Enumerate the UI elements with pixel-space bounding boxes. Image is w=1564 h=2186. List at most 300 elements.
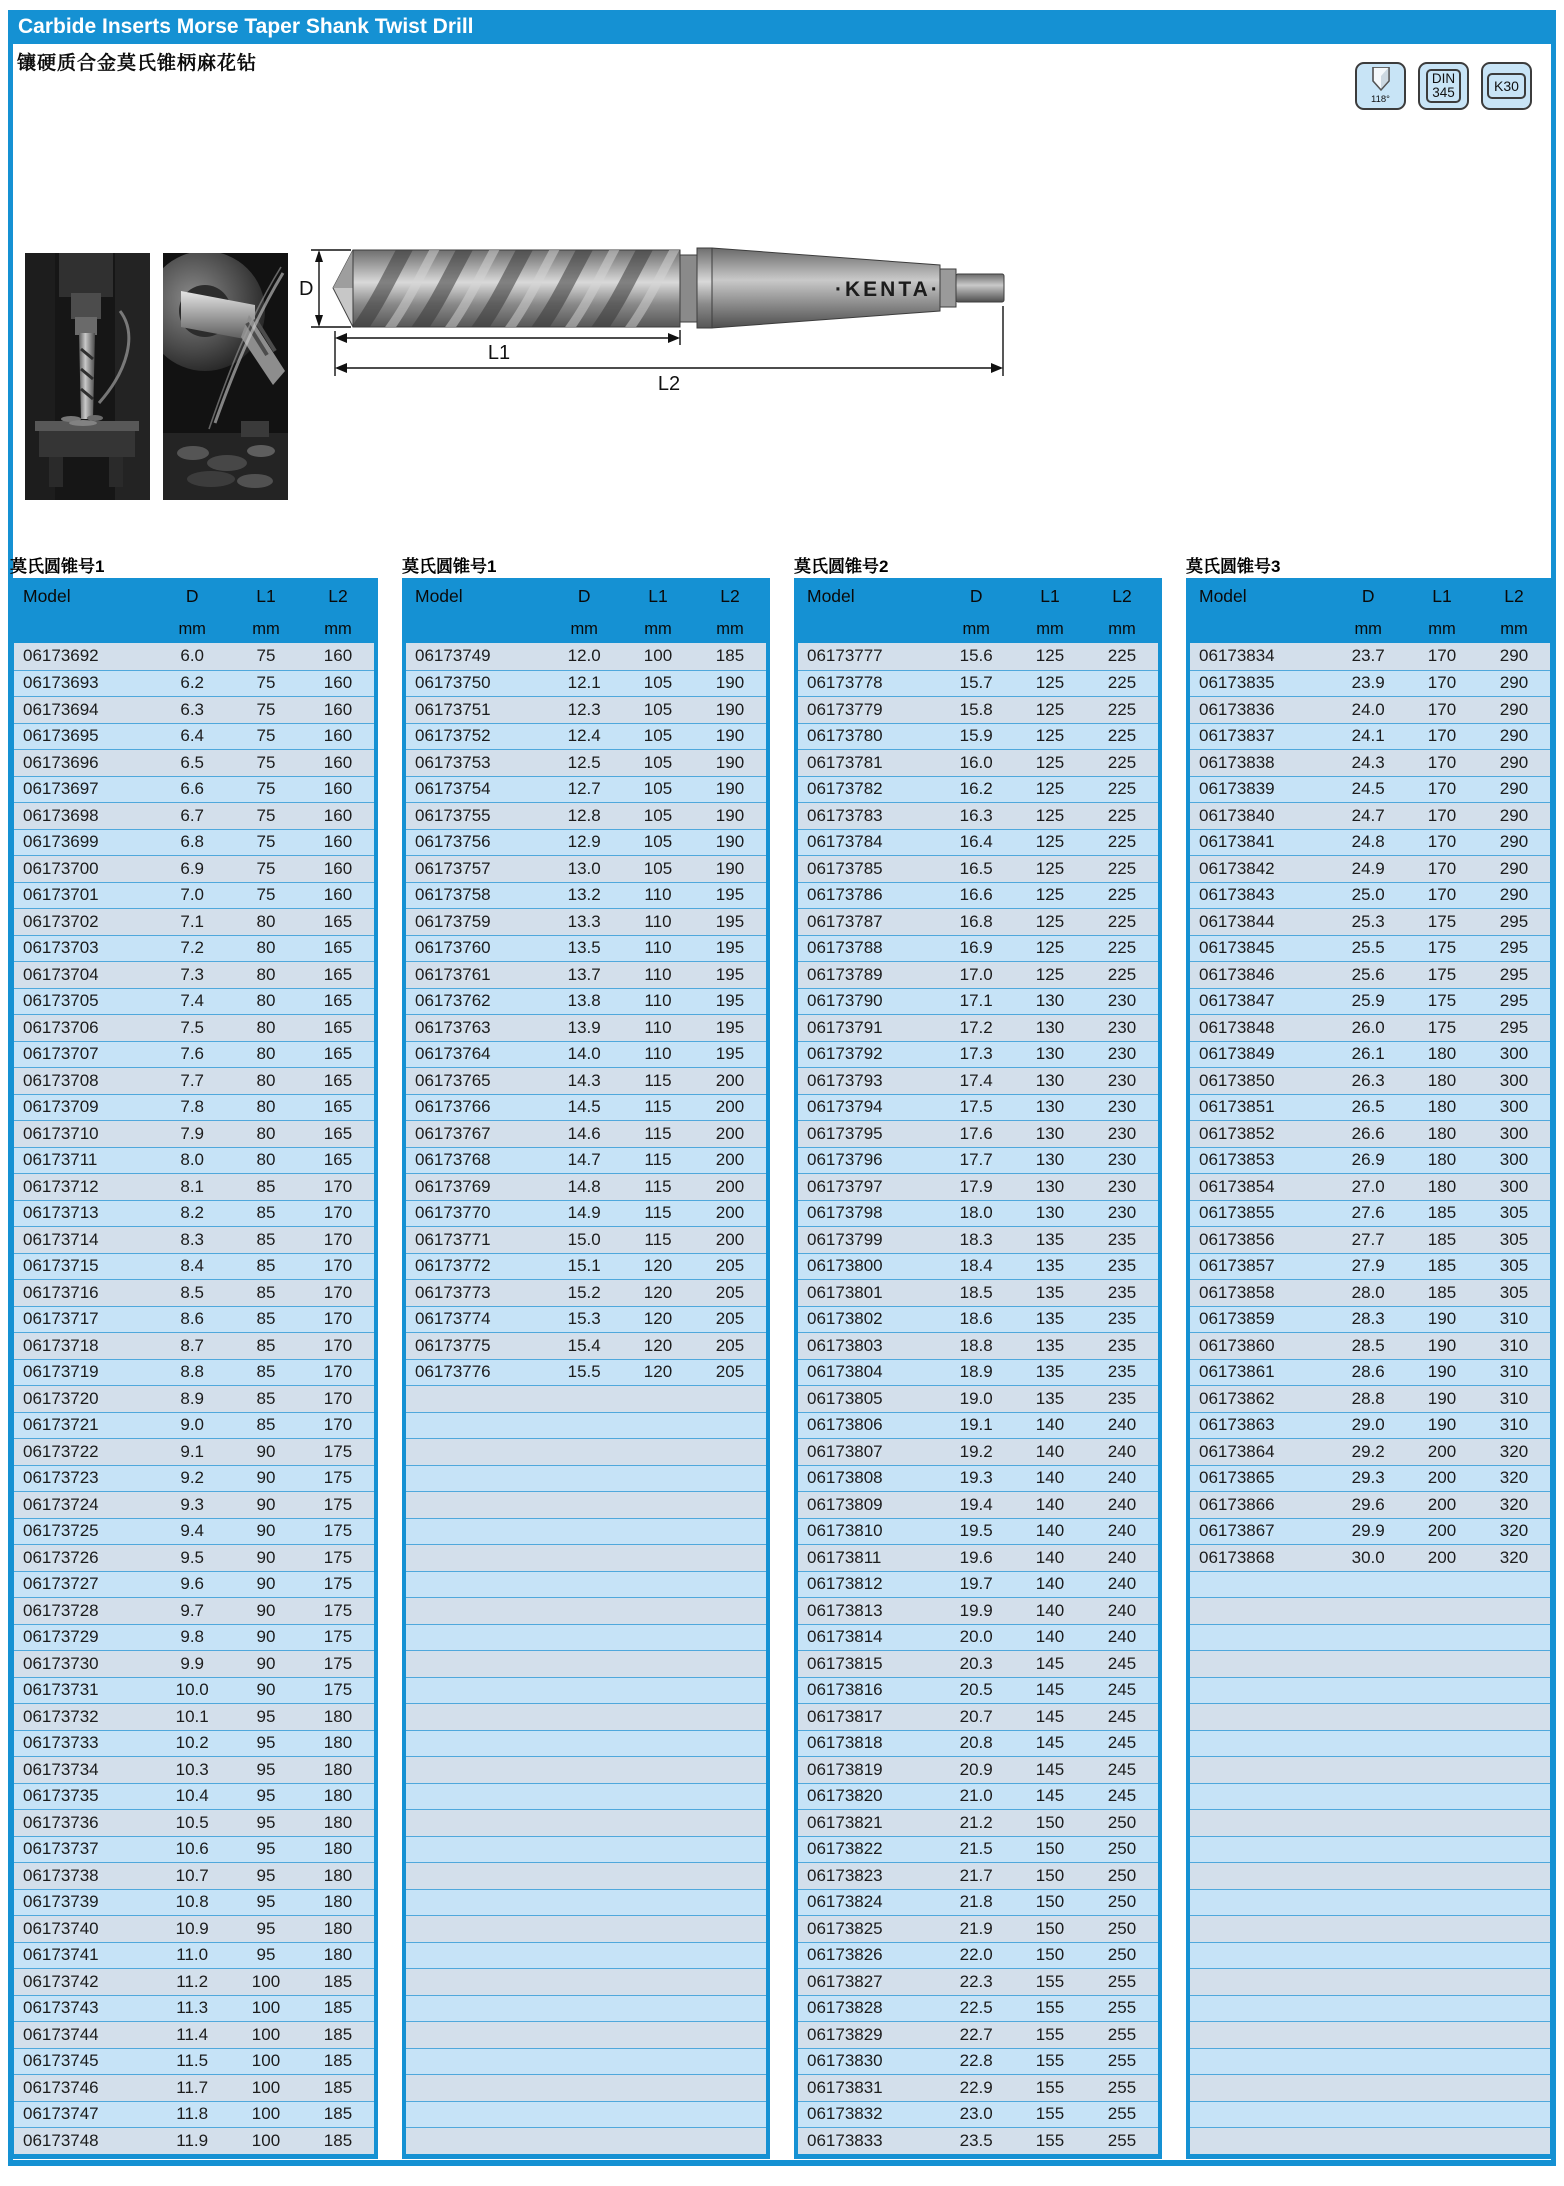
dim-cell: 150 [1035, 1918, 1065, 1938]
table-row [798, 1041, 1158, 1068]
dim-cell: 29.6 [1351, 1494, 1385, 1514]
model-cell: 06173777 [807, 646, 883, 666]
dim-cell: 10.6 [175, 1839, 209, 1859]
dim-cell: 115 [644, 1229, 672, 1249]
table-row [798, 1571, 1158, 1598]
table-row [14, 988, 374, 1015]
dim-cell: 320 [1499, 1521, 1529, 1541]
model-cell: 06173867 [1199, 1521, 1275, 1541]
table-row [406, 1253, 766, 1280]
dim-cell: 19.5 [959, 1521, 993, 1541]
dim-cell: 11.5 [176, 2051, 209, 2071]
dim-cell: 295 [1499, 911, 1529, 931]
dim-cell: 75 [256, 805, 276, 825]
table-row [1190, 1968, 1550, 1995]
dim-cell: 200 [1427, 1494, 1457, 1514]
dim-cell: 95 [256, 1812, 276, 1832]
table-row [14, 1147, 374, 1174]
dim-cell: 29.2 [1351, 1441, 1385, 1461]
dim-cell: 175 [1427, 911, 1457, 931]
dim-cell: 120 [643, 1362, 673, 1382]
dim-cell: 185 [1427, 1282, 1457, 1302]
dim-cell: 195 [715, 938, 745, 958]
table-row [798, 1968, 1158, 1995]
dim-cell: 18.6 [959, 1309, 993, 1329]
table-row [1190, 1703, 1550, 1730]
table-row [1190, 1041, 1550, 1068]
table-row [406, 1306, 766, 1333]
dim-cell: 100 [251, 1971, 281, 1991]
table-row [798, 2074, 1158, 2101]
spec-tables [10, 552, 1554, 2159]
model-cell: 06173852 [1199, 1123, 1275, 1143]
table-row [406, 1650, 766, 1677]
dim-cell: 225 [1107, 779, 1137, 799]
dim-cell: 290 [1499, 832, 1529, 852]
dim-cell: 110 [644, 964, 672, 984]
model-cell: 06173722 [23, 1441, 99, 1461]
model-cell: 06173828 [807, 1998, 883, 2018]
column-header: Model [1199, 586, 1247, 606]
dim-cell: 240 [1107, 1521, 1137, 1541]
table-row [1190, 749, 1550, 776]
dim-cell: 16.2 [959, 779, 993, 799]
table-row [798, 855, 1158, 882]
dim-cell: 115 [644, 1123, 672, 1143]
dim-cell: 7.4 [180, 991, 204, 1011]
dim-cell: 305 [1499, 1256, 1529, 1276]
table-row [14, 1650, 374, 1677]
dim-cell: 160 [323, 858, 353, 878]
dim-cell: 22.0 [959, 1945, 993, 1965]
dim-cell: 12.1 [567, 673, 601, 693]
table-row [798, 1703, 1158, 1730]
model-cell: 06173826 [807, 1945, 883, 1965]
dim-cell: 225 [1107, 858, 1137, 878]
model-cell: 06173801 [807, 1282, 883, 1302]
dim-cell: 21.5 [959, 1839, 993, 1859]
table-row [406, 2048, 766, 2075]
dim-cell: 85 [256, 1335, 276, 1355]
model-cell: 06173783 [807, 805, 883, 825]
dim-cell: 175 [323, 1680, 353, 1700]
model-cell: 06173762 [415, 991, 491, 1011]
table-row [406, 1465, 766, 1492]
column-unit: mm [644, 619, 672, 638]
table-row [1190, 1915, 1550, 1942]
dim-cell: 11.7 [176, 2077, 209, 2097]
dim-cell: 160 [323, 673, 353, 693]
table-row [798, 1253, 1158, 1280]
dim-cell: 95 [256, 1892, 276, 1912]
model-cell: 06173728 [23, 1600, 99, 1620]
dim-cell: 26.3 [1351, 1070, 1385, 1090]
dim-cell: 15.1 [567, 1256, 601, 1276]
dim-cell: 9.9 [180, 1653, 204, 1673]
model-cell: 06173758 [415, 885, 491, 905]
dim-cell: 190 [715, 699, 745, 719]
table-row [14, 1385, 374, 1412]
dim-cell: 200 [715, 1123, 745, 1143]
dim-cell: 28.3 [1351, 1309, 1385, 1329]
model-cell: 06173785 [807, 858, 883, 878]
dim-cell: 230 [1107, 1176, 1137, 1196]
dim-cell: 10.9 [175, 1918, 209, 1938]
dim-cell: 310 [1499, 1362, 1529, 1382]
table-row [1190, 1995, 1550, 2022]
dim-cell: 20.8 [959, 1733, 993, 1753]
dim-cell: 6.7 [180, 805, 204, 825]
dim-cell: 160 [323, 885, 353, 905]
table-row [1190, 882, 1550, 909]
model-cell: 06173727 [23, 1574, 99, 1594]
model-cell: 06173740 [23, 1918, 99, 1938]
machining-photo-lathe [163, 253, 288, 500]
table-row [1190, 1014, 1550, 1041]
model-cell: 06173855 [1199, 1203, 1275, 1223]
model-cell: 06173794 [807, 1097, 883, 1117]
dim-cell: 255 [1107, 2104, 1137, 2124]
dim-cell: 225 [1107, 938, 1137, 958]
dim-cell: 225 [1107, 964, 1137, 984]
dim-cell: 105 [643, 832, 673, 852]
dim-cell: 120 [643, 1309, 673, 1329]
dim-cell: 190 [715, 805, 745, 825]
model-cell: 06173749 [415, 646, 491, 666]
model-cell: 06173764 [415, 1044, 491, 1064]
model-cell: 06173774 [415, 1309, 491, 1329]
dim-cell: 6.5 [180, 752, 204, 772]
table-row [406, 1385, 766, 1412]
dim-cell: 19.9 [959, 1600, 993, 1620]
dim-cell: 170 [323, 1256, 353, 1276]
table-row [1190, 1226, 1550, 1253]
dim-cell: 22.8 [959, 2051, 993, 2071]
dim-cell: 85 [256, 1229, 276, 1249]
table-row [14, 1783, 374, 1810]
dim-cell: 21.9 [959, 1918, 993, 1938]
dim-cell: 320 [1499, 1468, 1529, 1488]
dim-cell: 180 [1427, 1176, 1457, 1196]
dim-cell: 80 [256, 1017, 276, 1037]
table-row [406, 1968, 766, 1995]
dim-cell: 21.7 [959, 1865, 993, 1885]
dim-cell: 190 [715, 752, 745, 772]
dim-cell: 95 [256, 1839, 276, 1859]
table-row [1190, 829, 1550, 856]
dim-cell: 80 [256, 1150, 276, 1170]
table-row [798, 1518, 1158, 1545]
table-row [406, 1730, 766, 1757]
table-row [406, 829, 766, 856]
table-row [1190, 1889, 1550, 1916]
dim-cell: 175 [1427, 938, 1457, 958]
dim-cell: 250 [1107, 1865, 1137, 1885]
model-cell: 06173712 [23, 1176, 99, 1196]
dim-cell: 185 [715, 646, 745, 666]
model-cell: 06173807 [807, 1441, 883, 1461]
dim-cell: 14.7 [567, 1150, 601, 1170]
dim-cell: 15.6 [959, 646, 993, 666]
table-row [1190, 776, 1550, 803]
table-row [798, 1067, 1158, 1094]
dim-cell: 90 [256, 1653, 276, 1673]
table-row [798, 961, 1158, 988]
dim-cell: 255 [1107, 1998, 1137, 2018]
model-cell: 06173731 [23, 1680, 99, 1700]
table-row [798, 1279, 1158, 1306]
model-cell: 06173806 [807, 1415, 883, 1435]
model-cell: 06173798 [807, 1203, 883, 1223]
model-cell: 06173710 [23, 1123, 99, 1143]
dim-cell: 175 [323, 1627, 353, 1647]
dim-cell: 190 [1427, 1388, 1457, 1408]
dim-cell: 29.9 [1351, 1521, 1385, 1541]
model-cell: 06173763 [415, 1017, 491, 1037]
dim-cell: 245 [1107, 1706, 1137, 1726]
dim-cell: 10.2 [175, 1733, 209, 1753]
dim-cell: 15.9 [959, 726, 993, 746]
table-row [1190, 1067, 1550, 1094]
table-header [798, 578, 1158, 643]
dim-cell: 170 [1427, 646, 1457, 666]
table-row [14, 2021, 374, 2048]
dim-cell: 230 [1107, 1203, 1137, 1223]
dim-cell: 12.7 [567, 779, 601, 799]
dim-cell: 10.5 [175, 1812, 209, 1832]
table-row [14, 1518, 374, 1545]
model-cell: 06173815 [807, 1653, 883, 1673]
model-cell: 06173818 [807, 1733, 883, 1753]
dim-cell: 145 [1035, 1786, 1065, 1806]
dim-cell: 8.7 [180, 1335, 204, 1355]
dim-cell: 135 [1035, 1388, 1065, 1408]
dim-cell: 250 [1107, 1918, 1137, 1938]
table-row [406, 749, 766, 776]
dim-cell: 95 [256, 1759, 276, 1779]
dim-cell: 8.9 [180, 1388, 204, 1408]
model-cell: 06173748 [23, 2130, 99, 2150]
table-row [14, 1862, 374, 1889]
table-row [798, 1995, 1158, 2022]
dim-cell: 200 [1427, 1468, 1457, 1488]
dim-cell: 170 [1427, 858, 1457, 878]
dim-cell: 130 [1035, 991, 1065, 1011]
dim-cell: 26.1 [1351, 1044, 1385, 1064]
model-cell: 06173771 [415, 1229, 491, 1249]
dim-cell: 255 [1107, 2024, 1137, 2044]
dim-cell: 85 [256, 1203, 276, 1223]
dim-cell: 140 [1035, 1441, 1065, 1461]
dim-cell: 145 [1035, 1706, 1065, 1726]
dim-cell: 110 [644, 885, 672, 905]
dim-cell: 105 [643, 858, 673, 878]
dim-cell: 160 [323, 646, 353, 666]
model-cell: 06173713 [23, 1203, 99, 1223]
table-row [798, 670, 1158, 697]
table-row [1190, 1624, 1550, 1651]
column-unit: mm [324, 619, 352, 638]
dim-cell: 180 [1427, 1123, 1457, 1143]
dim-cell: 9.4 [180, 1521, 204, 1541]
model-cell: 06173780 [807, 726, 883, 746]
dim-cell: 110 [644, 938, 672, 958]
dim-cell: 170 [1427, 779, 1457, 799]
dim-cell: 245 [1107, 1733, 1137, 1753]
table-row [798, 802, 1158, 829]
dim-cell: 140 [1035, 1494, 1065, 1514]
table-row [14, 1571, 374, 1598]
dim-cell: 110 [644, 991, 672, 1011]
dim-cell: 165 [323, 991, 353, 1011]
table-row [798, 1783, 1158, 1810]
column-header: Model [23, 586, 71, 606]
dim-cell: 175 [1427, 1017, 1457, 1037]
table-row [798, 829, 1158, 856]
table-row [1190, 1783, 1550, 1810]
dim-cell: 110 [644, 1044, 672, 1064]
dim-cell: 85 [256, 1176, 276, 1196]
dim-cell: 165 [323, 964, 353, 984]
dim-cell: 75 [256, 779, 276, 799]
table-row [406, 1438, 766, 1465]
table-row [798, 643, 1158, 670]
dim-cell: 130 [1035, 1070, 1065, 1090]
table-row [14, 723, 374, 750]
table-row [798, 1226, 1158, 1253]
column-header: L1 [1040, 586, 1060, 606]
model-cell: 06173819 [807, 1759, 883, 1779]
dim-cell: 185 [1427, 1229, 1457, 1249]
model-cell: 06173802 [807, 1309, 883, 1329]
dim-cell: 17.7 [959, 1150, 993, 1170]
dim-cell: 255 [1107, 1971, 1137, 1991]
model-cell: 06173831 [807, 2077, 883, 2097]
dim-cell: 105 [643, 673, 673, 693]
dim-cell: 27.0 [1351, 1176, 1385, 1196]
dim-cell: 290 [1499, 779, 1529, 799]
table-header [14, 578, 374, 643]
dim-cell: 95 [256, 1865, 276, 1885]
model-cell: 06173835 [1199, 673, 1275, 693]
dim-cell: 105 [643, 805, 673, 825]
dim-cell: 80 [256, 1123, 276, 1143]
model-cell: 06173695 [23, 726, 99, 746]
dim-cell: 24.1 [1351, 726, 1385, 746]
table-row [1190, 908, 1550, 935]
dim-cell: 170 [1427, 805, 1457, 825]
dim-cell: 9.6 [180, 1574, 204, 1594]
model-cell: 06173759 [415, 911, 491, 931]
table-row [798, 1915, 1158, 1942]
dim-cell: 90 [256, 1521, 276, 1541]
model-cell: 06173857 [1199, 1256, 1275, 1276]
dim-cell: 125 [1035, 938, 1065, 958]
dim-cell: 300 [1499, 1150, 1529, 1170]
drill-point-icon [1366, 67, 1396, 94]
dim-cell: 320 [1499, 1494, 1529, 1514]
dim-cell: 22.7 [959, 2024, 993, 2044]
dim-cell: 20.0 [959, 1627, 993, 1647]
model-cell: 06173715 [23, 1256, 99, 1276]
dim-cell: 17.4 [959, 1070, 993, 1090]
dim-cell: 305 [1499, 1282, 1529, 1302]
dim-cell: 180 [1427, 1044, 1457, 1064]
dim-cell: 10.0 [175, 1680, 209, 1700]
table-row [1190, 2074, 1550, 2101]
dim-cell: 9.2 [180, 1468, 204, 1488]
page-subtitle-zh: 镶硬质合金莫氏锥柄麻花钻 [17, 53, 258, 74]
model-cell: 06173823 [807, 1865, 883, 1885]
dim-cell: 135 [1035, 1229, 1065, 1249]
table-row [14, 1120, 374, 1147]
dim-cell: 165 [323, 1123, 353, 1143]
table-row [798, 1809, 1158, 1836]
model-cell: 06173813 [807, 1600, 883, 1620]
dim-cell: 135 [1035, 1335, 1065, 1355]
dim-cell: 170 [323, 1176, 353, 1196]
dim-cell: 170 [323, 1309, 353, 1329]
dim-cell: 170 [1427, 885, 1457, 905]
dim-cell: 165 [323, 1097, 353, 1117]
table-row [406, 988, 766, 1015]
table-row [1190, 1677, 1550, 1704]
model-cell: 06173754 [415, 779, 491, 799]
dim-cell: 230 [1107, 1017, 1137, 1037]
dim-cell: 150 [1035, 1865, 1065, 1885]
table-row [1190, 723, 1550, 750]
dim-cell: 125 [1035, 832, 1065, 852]
dim-cell: 190 [1427, 1309, 1457, 1329]
table-title: 莫氏圆锥号2 [794, 557, 889, 576]
table-row [1190, 1650, 1550, 1677]
table-row [798, 1862, 1158, 1889]
dim-cell: 195 [715, 885, 745, 905]
table-row [798, 935, 1158, 962]
model-cell: 06173834 [1199, 646, 1275, 666]
dim-cell: 185 [323, 2024, 353, 2044]
dim-cell: 310 [1499, 1388, 1529, 1408]
model-cell: 06173844 [1199, 911, 1275, 931]
dim-cell: 160 [323, 779, 353, 799]
model-cell: 06173775 [415, 1335, 491, 1355]
dim-cell: 19.4 [959, 1494, 993, 1514]
table-row [406, 1226, 766, 1253]
dim-cell: 100 [251, 2024, 281, 2044]
table-row [14, 1624, 374, 1651]
dim-cell: 100 [251, 1998, 281, 2018]
dim-cell: 125 [1035, 779, 1065, 799]
table-row [798, 1836, 1158, 1863]
dim-cell: 140 [1035, 1415, 1065, 1435]
model-cell: 06173816 [807, 1680, 883, 1700]
table-row [406, 1783, 766, 1810]
dim-cell: 185 [323, 2077, 353, 2097]
model-cell: 06173817 [807, 1706, 883, 1726]
dim-cell: 75 [256, 832, 276, 852]
dim-cell: 160 [323, 805, 353, 825]
table-row [798, 1359, 1158, 1386]
column-header: D [1361, 586, 1375, 606]
model-cell: 06173858 [1199, 1282, 1275, 1302]
dim-cell: 17.9 [959, 1176, 993, 1196]
table-row [1190, 802, 1550, 829]
dim-cell: 140 [1035, 1547, 1065, 1567]
table-row [14, 1306, 374, 1333]
dim-cell: 295 [1499, 1017, 1529, 1037]
model-cell: 06173719 [23, 1362, 99, 1382]
dim-cell: 13.2 [567, 885, 601, 905]
